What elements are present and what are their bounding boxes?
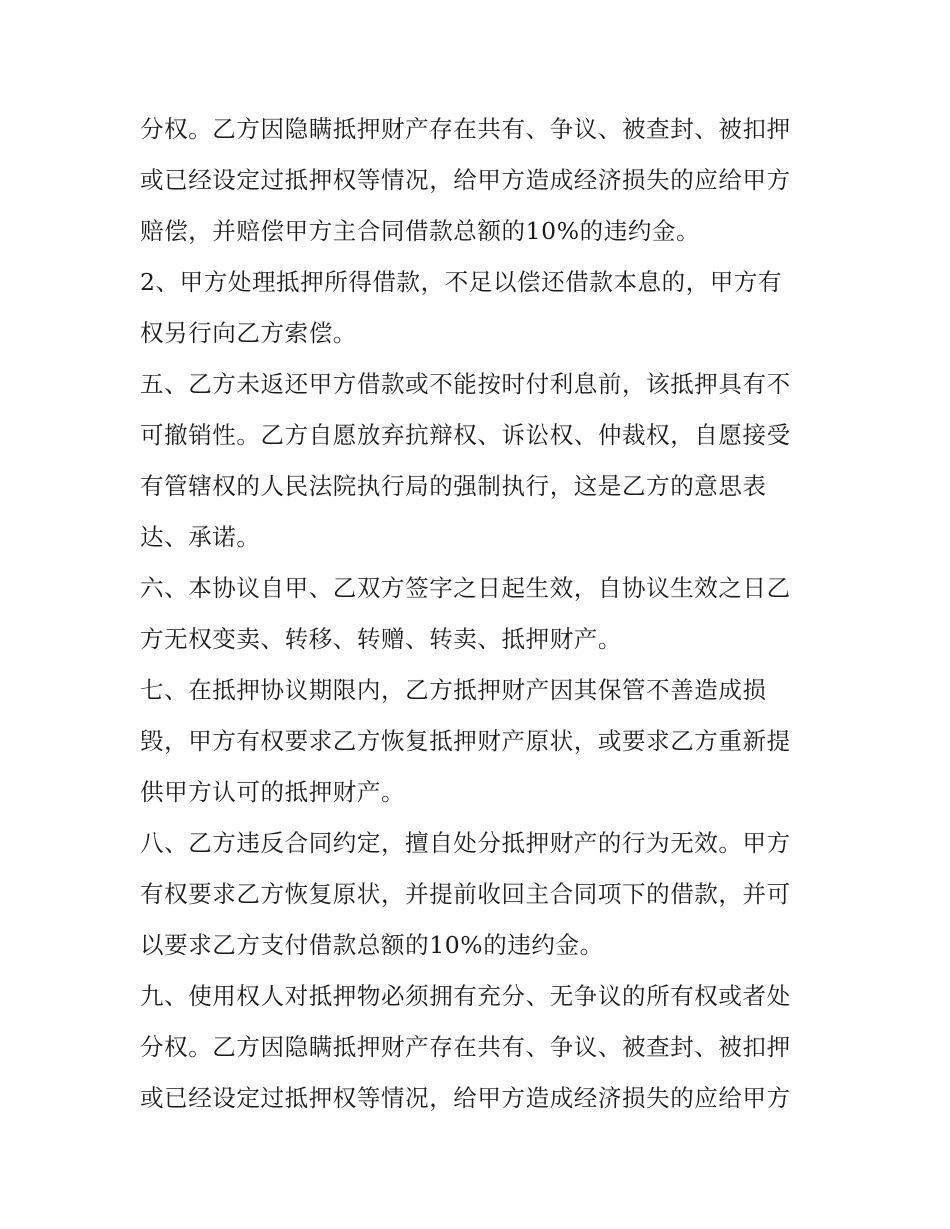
text-line: 分权。乙方因隐瞒抵押财产存在共有、争议、被查封、被扣押 (140, 115, 791, 143)
text-line: 方无权变卖、转移、转赠、转卖、抵押财产。 (140, 625, 622, 653)
paragraph-clause-5 (140, 359, 840, 563)
document-body (140, 104, 840, 1124)
text-line: 五、乙方未返还甲方借款或不能按时付利息前，该抵押具有不 (140, 370, 791, 398)
text-line: 2、甲方处理抵押所得借款，不足以偿还借款本息的，甲方有 (140, 268, 783, 296)
text-line: 权另行向乙方索偿。 (140, 319, 357, 347)
paragraph-continuation (140, 104, 840, 257)
paragraph-clause-9 (140, 971, 840, 1124)
text-line: 或已经设定过抵押权等情况，给甲方造成经济损失的应给甲方 (140, 1084, 791, 1112)
paragraph-clause-8 (140, 818, 840, 971)
text-line: 九、使用权人对抵押物必须拥有充分、无争议的所有权或者处 (140, 982, 791, 1010)
text-line: 八、乙方违反合同约定，擅自处分抵押财产的行为无效。甲方 (140, 829, 791, 857)
text-line: 可撤销性。乙方自愿放弃抗辩权、诉讼权、仲裁权，自愿接受 (140, 421, 791, 449)
text-line: 有管辖权的人民法院执行局的强制执行，这是乙方的意思表 (140, 472, 767, 500)
text-line: 赔偿，并赔偿甲方主合同借款总额的10%的违约金。 (140, 217, 701, 245)
text-line: 毁，甲方有权要求乙方恢复抵押财产原状，或要求乙方重新提 (140, 727, 791, 755)
text-line: 达、承诺。 (140, 523, 261, 551)
text-line: 七、在抵押协议期限内，乙方抵押财产因其保管不善造成损 (140, 676, 767, 704)
text-line: 供甲方认可的抵押财产。 (140, 778, 406, 806)
text-line: 或已经设定过抵押权等情况，给甲方造成经济损失的应给甲方 (140, 166, 791, 194)
text-line: 有权要求乙方恢复原状，并提前收回主合同项下的借款，并可 (140, 880, 791, 908)
paragraph-clause-7 (140, 665, 840, 818)
paragraph-clause-6 (140, 563, 840, 665)
text-line: 以要求乙方支付借款总额的10%的违约金。 (140, 931, 604, 959)
text-line: 分权。乙方因隐瞒抵押财产存在共有、争议、被查封、被扣押 (140, 1033, 791, 1061)
paragraph-item-2 (140, 257, 840, 359)
text-line: 六、本协议自甲、乙双方签字之日起生效，自协议生效之日乙 (140, 574, 791, 602)
